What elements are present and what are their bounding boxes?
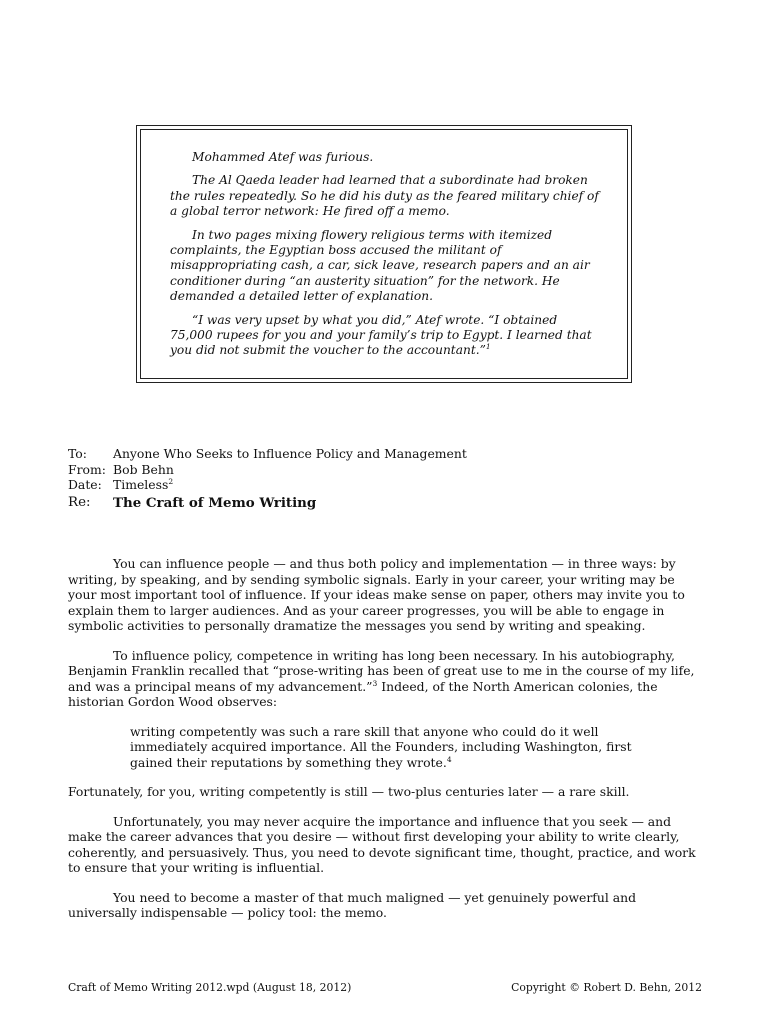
body-paragraph-text: Indeed, of the North American colonies, the historian Gordon Wood observes: — [68, 678, 658, 709]
quote-paragraph: Mohammed Atef was furious. — [192, 150, 374, 164]
memo-header — [68, 446, 467, 512]
date-value — [113, 477, 173, 493]
block-quote-text: writing competently was such a rare skill that anyone who could do it well immediately acquired importance. All the Founders, including Washington, first gained their reputations by something they wrote. — [130, 723, 632, 770]
quote-paragraph-text: “I was very upset by what you did,” Atef wrote. “I obtained 75,000 rupees for you and your family’s trip to Egypt. I learned that you did not submit the voucher to the accountant.” — [170, 312, 592, 358]
block-quote — [130, 724, 650, 771]
memo-from-row — [68, 462, 467, 478]
date-label: Date: — [68, 477, 102, 492]
body-paragraph: Unfortunately, you may never acquire the importance and influence that you seek — and make the career advances that you desire — without first developing your ability to write clearly, coherently, and persuasively. Thus, you need to devote significant time, thought, practice, and work to ensure that your writing is influential. — [68, 813, 696, 875]
footnote-mark: 1 — [485, 342, 491, 352]
page-footer — [68, 981, 702, 994]
memo-to-row — [68, 446, 467, 462]
memo-subject: The Craft of Memo Writing — [113, 494, 317, 511]
quote-paragraph: In two pages mixing flowery religious terms with itemized complaints, the Egyptian boss accused the militant of misappropriating cash, a car, sick leave, research papers and an air conditioner during “an austerity situation” for the network. He demanded a detailed letter of explanation. — [170, 227, 590, 304]
body-paragraph: You need to become a master of that much maligned — yet genuinely powerful and universally indispensable — policy tool: the memo. — [68, 889, 637, 920]
re-label: Re: — [68, 494, 91, 510]
body-paragraph: You can influence people — and thus both policy and implementation — in three ways: by writing, by speaking, and by sending symbolic signals. Early in your career, your writing may be your most important tool of influence. If your ideas make sense on paper, others may invite you to explain them to larger audiences. And as your career progresses, you will be able to engage in symbolic activities to personally dramatize the messages you send by writing and speaking. — [68, 556, 685, 633]
boxed-quote — [170, 150, 600, 367]
quote-paragraph-last — [170, 313, 600, 359]
memo-body — [68, 556, 702, 935]
memo-date-row — [68, 477, 467, 493]
body-paragraph — [68, 648, 702, 710]
footnote-mark: 4 — [446, 754, 452, 764]
from-value: Bob Behn — [113, 461, 174, 477]
body-paragraph: Fortunately, for you, writing competently is still — two-plus centuries later — a rare skill. — [68, 784, 630, 799]
footer-copyright: Copyright © Robert D. Behn, 2012 — [511, 981, 702, 994]
footnote-mark: 2 — [168, 476, 174, 486]
footer-filename: Craft of Memo Writing 2012.wpd (August 18, 2012) — [68, 981, 352, 994]
from-label: From: — [68, 461, 106, 477]
footnote-mark: 3 — [372, 678, 378, 688]
to-label: To: — [68, 446, 87, 461]
to-value: Anyone Who Seeks to Influence Policy and Management — [113, 446, 467, 461]
body-paragraph-text: To influence policy, competence in writing has long been necessary. In his autobiography, Benjamin Franklin recalled that “prose-writing has been of great use to me in the course of my life, and was a principal means of my advancement.” — [68, 647, 695, 694]
date-text: Timeless — [113, 477, 169, 492]
quote-paragraph: The Al Qaeda leader had learned that a subordinate had broken the rules repeatedly. So he did his duty as the feared military chief of a global terror network: He fired off a memo. — [170, 173, 599, 219]
memo-re-row — [68, 494, 467, 512]
